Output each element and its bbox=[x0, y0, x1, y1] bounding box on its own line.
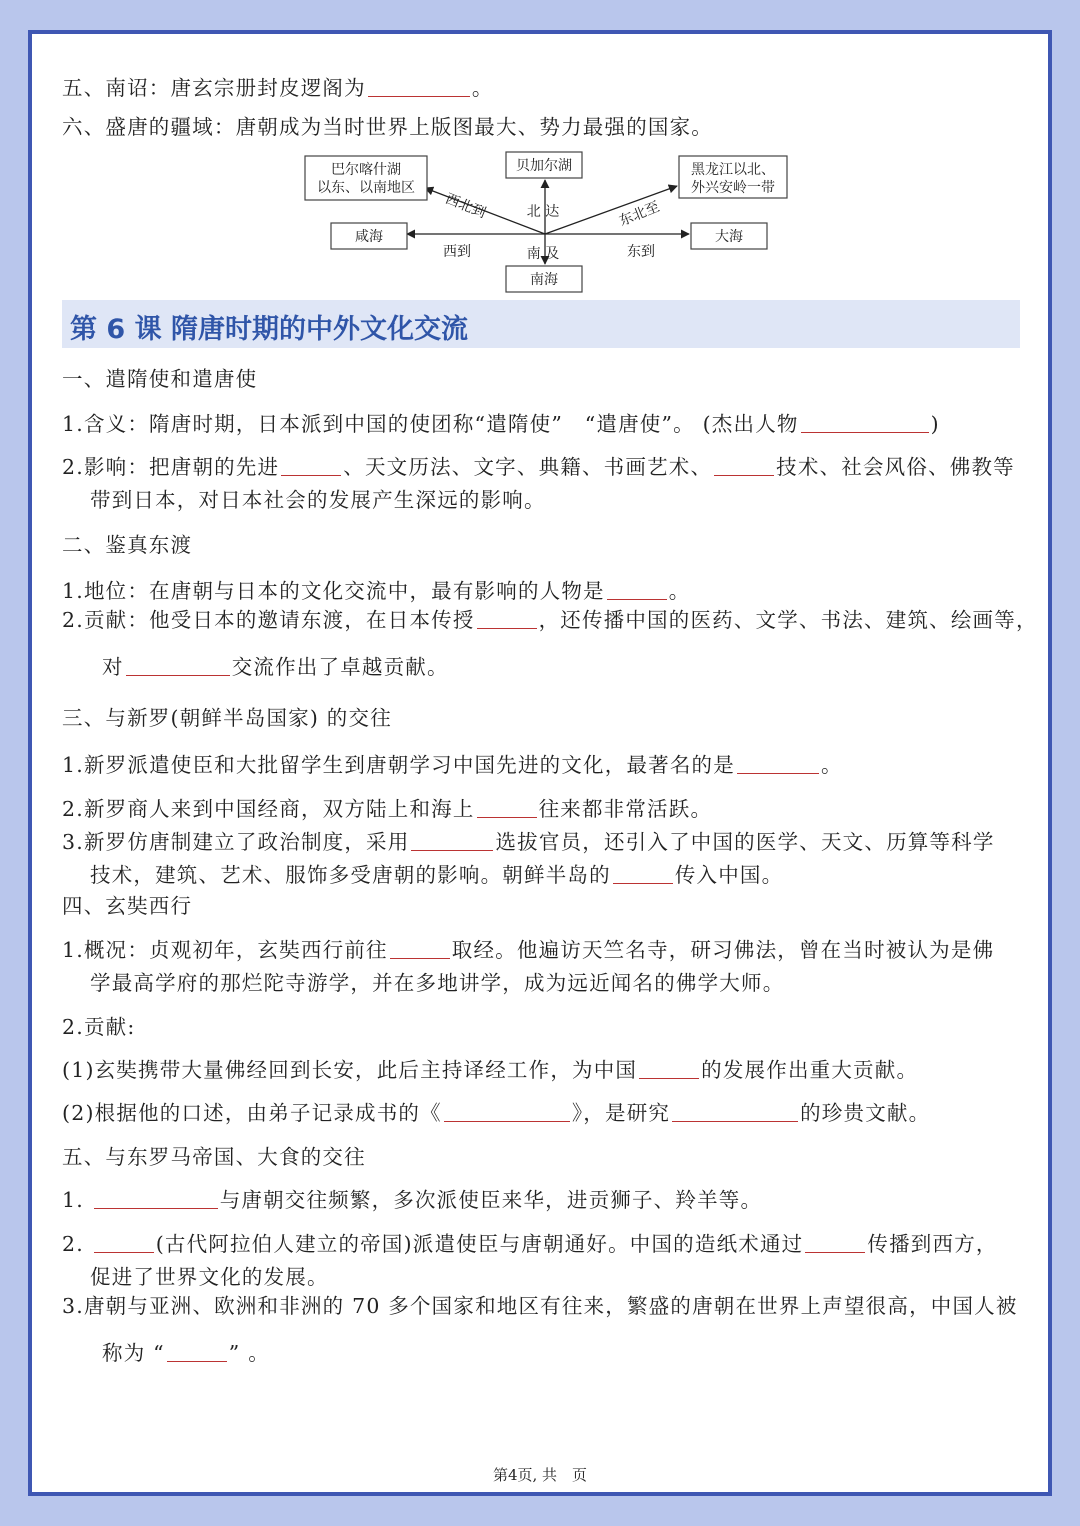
s3-p3 bbox=[62, 828, 995, 856]
text: (1)玄奘携带大量佛经回到长安，此后主持译经工作，为中国 bbox=[62, 1058, 638, 1082]
text: 。 bbox=[820, 753, 843, 777]
text: 2.新罗商人来到中国经商，双方陆上和海上 bbox=[62, 797, 475, 821]
text: 的发展作出重大贡献。 bbox=[701, 1058, 919, 1082]
answer-blank[interactable] bbox=[714, 457, 774, 476]
s-box-text: 南海 bbox=[530, 272, 558, 288]
nw-label: 西北到 bbox=[443, 191, 488, 222]
s4-p4 bbox=[62, 1099, 930, 1127]
section-5-heading: 五、与东罗马帝国、大食的交往 bbox=[62, 1145, 366, 1169]
s4-p3 bbox=[62, 1056, 918, 1084]
ne-label: 东北至 bbox=[617, 199, 662, 230]
w-label: 西到 bbox=[443, 244, 471, 260]
text: 1.概况：贞观初年，玄奘西行前往 bbox=[62, 938, 388, 962]
n-box-text: 贝加尔湖 bbox=[516, 158, 572, 174]
answer-blank[interactable] bbox=[613, 865, 673, 884]
s2-contribution-cont bbox=[102, 653, 449, 681]
s4-p1-cont: 学最高学府的那烂陀寺游学，并在多地讲学，成为远近闻名的佛学大师。 bbox=[90, 971, 785, 995]
w-box-text: 咸海 bbox=[355, 229, 383, 245]
e-box-text: 大海 bbox=[715, 229, 743, 245]
text: 》，是研究 bbox=[571, 1101, 671, 1125]
line-nanzhao bbox=[62, 74, 494, 102]
text: (2)根据他的口述，由弟子记录成书的《 bbox=[62, 1101, 442, 1125]
text: 往来都非常活跃。 bbox=[538, 797, 713, 821]
text: 、天文历法、文字、典籍、书画艺术、 bbox=[343, 455, 713, 479]
answer-blank[interactable] bbox=[390, 940, 450, 959]
answer-blank[interactable] bbox=[477, 799, 537, 818]
s1-influence-cont: 带到日本，对日本社会的发展产生深远的影响。 bbox=[90, 488, 546, 512]
answer-blank[interactable] bbox=[126, 657, 230, 676]
text: (古代阿拉伯人建立的帝国)派遣使臣与唐朝通好。中国的造纸术通过 bbox=[155, 1232, 804, 1256]
ne-box-line1: 黑龙江以北、 bbox=[691, 162, 775, 178]
text: 技术、社会风俗、佛教等 bbox=[776, 455, 1015, 479]
page-footer: 第4页, 共 页 bbox=[492, 1466, 588, 1484]
s1-meaning bbox=[62, 410, 940, 438]
text: 技术，建筑、艺术、服饰多受唐朝的影响。朝鲜半岛的 bbox=[90, 863, 611, 887]
s5-p2-cont: 促进了世界文化的发展。 bbox=[90, 1265, 329, 1289]
answer-blank[interactable] bbox=[411, 832, 493, 851]
text: 传播到西方， bbox=[867, 1232, 998, 1256]
text: 取经。他遍访天竺名寺，研习佛法，曾在当时被认为是佛 bbox=[451, 938, 995, 962]
text: 称为 “ bbox=[102, 1341, 165, 1365]
s5-p3: 3.唐朝与亚洲、欧洲和非洲的 70 多个国家和地区有往来，繁盛的唐朝在世界上声望很高，中国人被 bbox=[62, 1294, 1018, 1318]
answer-blank[interactable] bbox=[444, 1103, 570, 1122]
text: 2. bbox=[62, 1232, 84, 1256]
text: 。 bbox=[668, 579, 691, 603]
text: ) bbox=[930, 412, 940, 436]
text: ，还传播中国的医药、文学、书法、建筑、绘画等， bbox=[538, 608, 1038, 632]
lesson-title-bar bbox=[62, 300, 1020, 348]
text: 1.含义：隋唐时期，日本派到中国的使团称“遣隋使” “遣唐使”。 (杰出人物 bbox=[62, 412, 799, 436]
answer-blank[interactable] bbox=[94, 1190, 218, 1209]
text: 1.新罗派遣使臣和大批留学生到唐朝学习中国先进的文化，最著名的是 bbox=[62, 753, 735, 777]
section-4-heading: 四、玄奘西行 bbox=[62, 894, 193, 918]
text: 对 bbox=[102, 655, 124, 679]
text: 选拔官员，还引入了中国的医学、天文、历算等科学 bbox=[495, 830, 995, 854]
s2-status bbox=[62, 577, 690, 605]
s5-p3-cont bbox=[102, 1339, 270, 1367]
answer-blank[interactable] bbox=[477, 610, 537, 629]
text: 1.地位：在唐朝与日本的文化交流中，最有影响的人物是 bbox=[62, 579, 605, 603]
text: 。 bbox=[471, 76, 494, 100]
text: 与唐朝交往频繁，多次派使臣来华，进贡狮子、羚羊等。 bbox=[219, 1188, 763, 1212]
n-label: 北 达 bbox=[526, 204, 560, 220]
territory-diagram bbox=[297, 150, 797, 296]
section-1-heading: 一、遣隋使和遣唐使 bbox=[62, 367, 258, 391]
answer-blank[interactable] bbox=[94, 1234, 154, 1253]
text: 2.影响：把唐朝的先进 bbox=[62, 455, 280, 479]
worksheet-page bbox=[28, 30, 1052, 1496]
answer-blank[interactable] bbox=[737, 755, 819, 774]
text: 1. bbox=[62, 1188, 84, 1212]
ne-box-line2: 外兴安岭一带 bbox=[691, 180, 775, 196]
answer-blank[interactable] bbox=[167, 1343, 227, 1362]
answer-blank[interactable] bbox=[281, 457, 341, 476]
s3-p1 bbox=[62, 751, 843, 779]
text: 的珍贵文献。 bbox=[800, 1101, 931, 1125]
s3-p2 bbox=[62, 795, 712, 823]
answer-blank[interactable] bbox=[639, 1060, 699, 1079]
section-3-heading: 三、与新罗(朝鲜半岛国家) 的交往 bbox=[62, 706, 392, 730]
s5-p2 bbox=[62, 1230, 998, 1258]
s4-p2: 2.贡献: bbox=[62, 1015, 136, 1039]
s4-p1 bbox=[62, 936, 994, 964]
lesson-title: 第 6 课 隋唐时期的中外文化交流 bbox=[70, 314, 468, 345]
text: 交流作出了卓越贡献。 bbox=[231, 655, 449, 679]
s3-p3-cont bbox=[90, 861, 783, 889]
text: 传入中国。 bbox=[674, 863, 784, 887]
section-2-heading: 二、鉴真东渡 bbox=[62, 533, 193, 557]
line-territory: 六、盛唐的疆域：唐朝成为当时世界上版图最大、势力最强的国家。 bbox=[62, 115, 713, 139]
e-label: 东到 bbox=[627, 244, 655, 260]
answer-blank[interactable] bbox=[368, 78, 470, 97]
s1-influence bbox=[62, 453, 1015, 481]
text: 2.贡献：他受日本的邀请东渡，在日本传授 bbox=[62, 608, 475, 632]
text: ” 。 bbox=[228, 1341, 270, 1365]
s5-p1 bbox=[62, 1186, 762, 1214]
text: 五、南诏：唐玄宗册封皮逻阁为 bbox=[62, 76, 366, 100]
answer-blank[interactable] bbox=[805, 1234, 865, 1253]
text: 3.新罗仿唐制建立了政治制度，采用 bbox=[62, 830, 410, 854]
answer-blank[interactable] bbox=[801, 414, 929, 433]
answer-blank[interactable] bbox=[672, 1103, 798, 1122]
answer-blank[interactable] bbox=[607, 581, 667, 600]
s2-contribution bbox=[62, 606, 1038, 634]
nw-box-line1: 巴尔喀什湖 bbox=[331, 162, 401, 178]
s-label: 南 及 bbox=[526, 246, 560, 262]
nw-box-line2: 以东、以南地区 bbox=[317, 180, 415, 196]
